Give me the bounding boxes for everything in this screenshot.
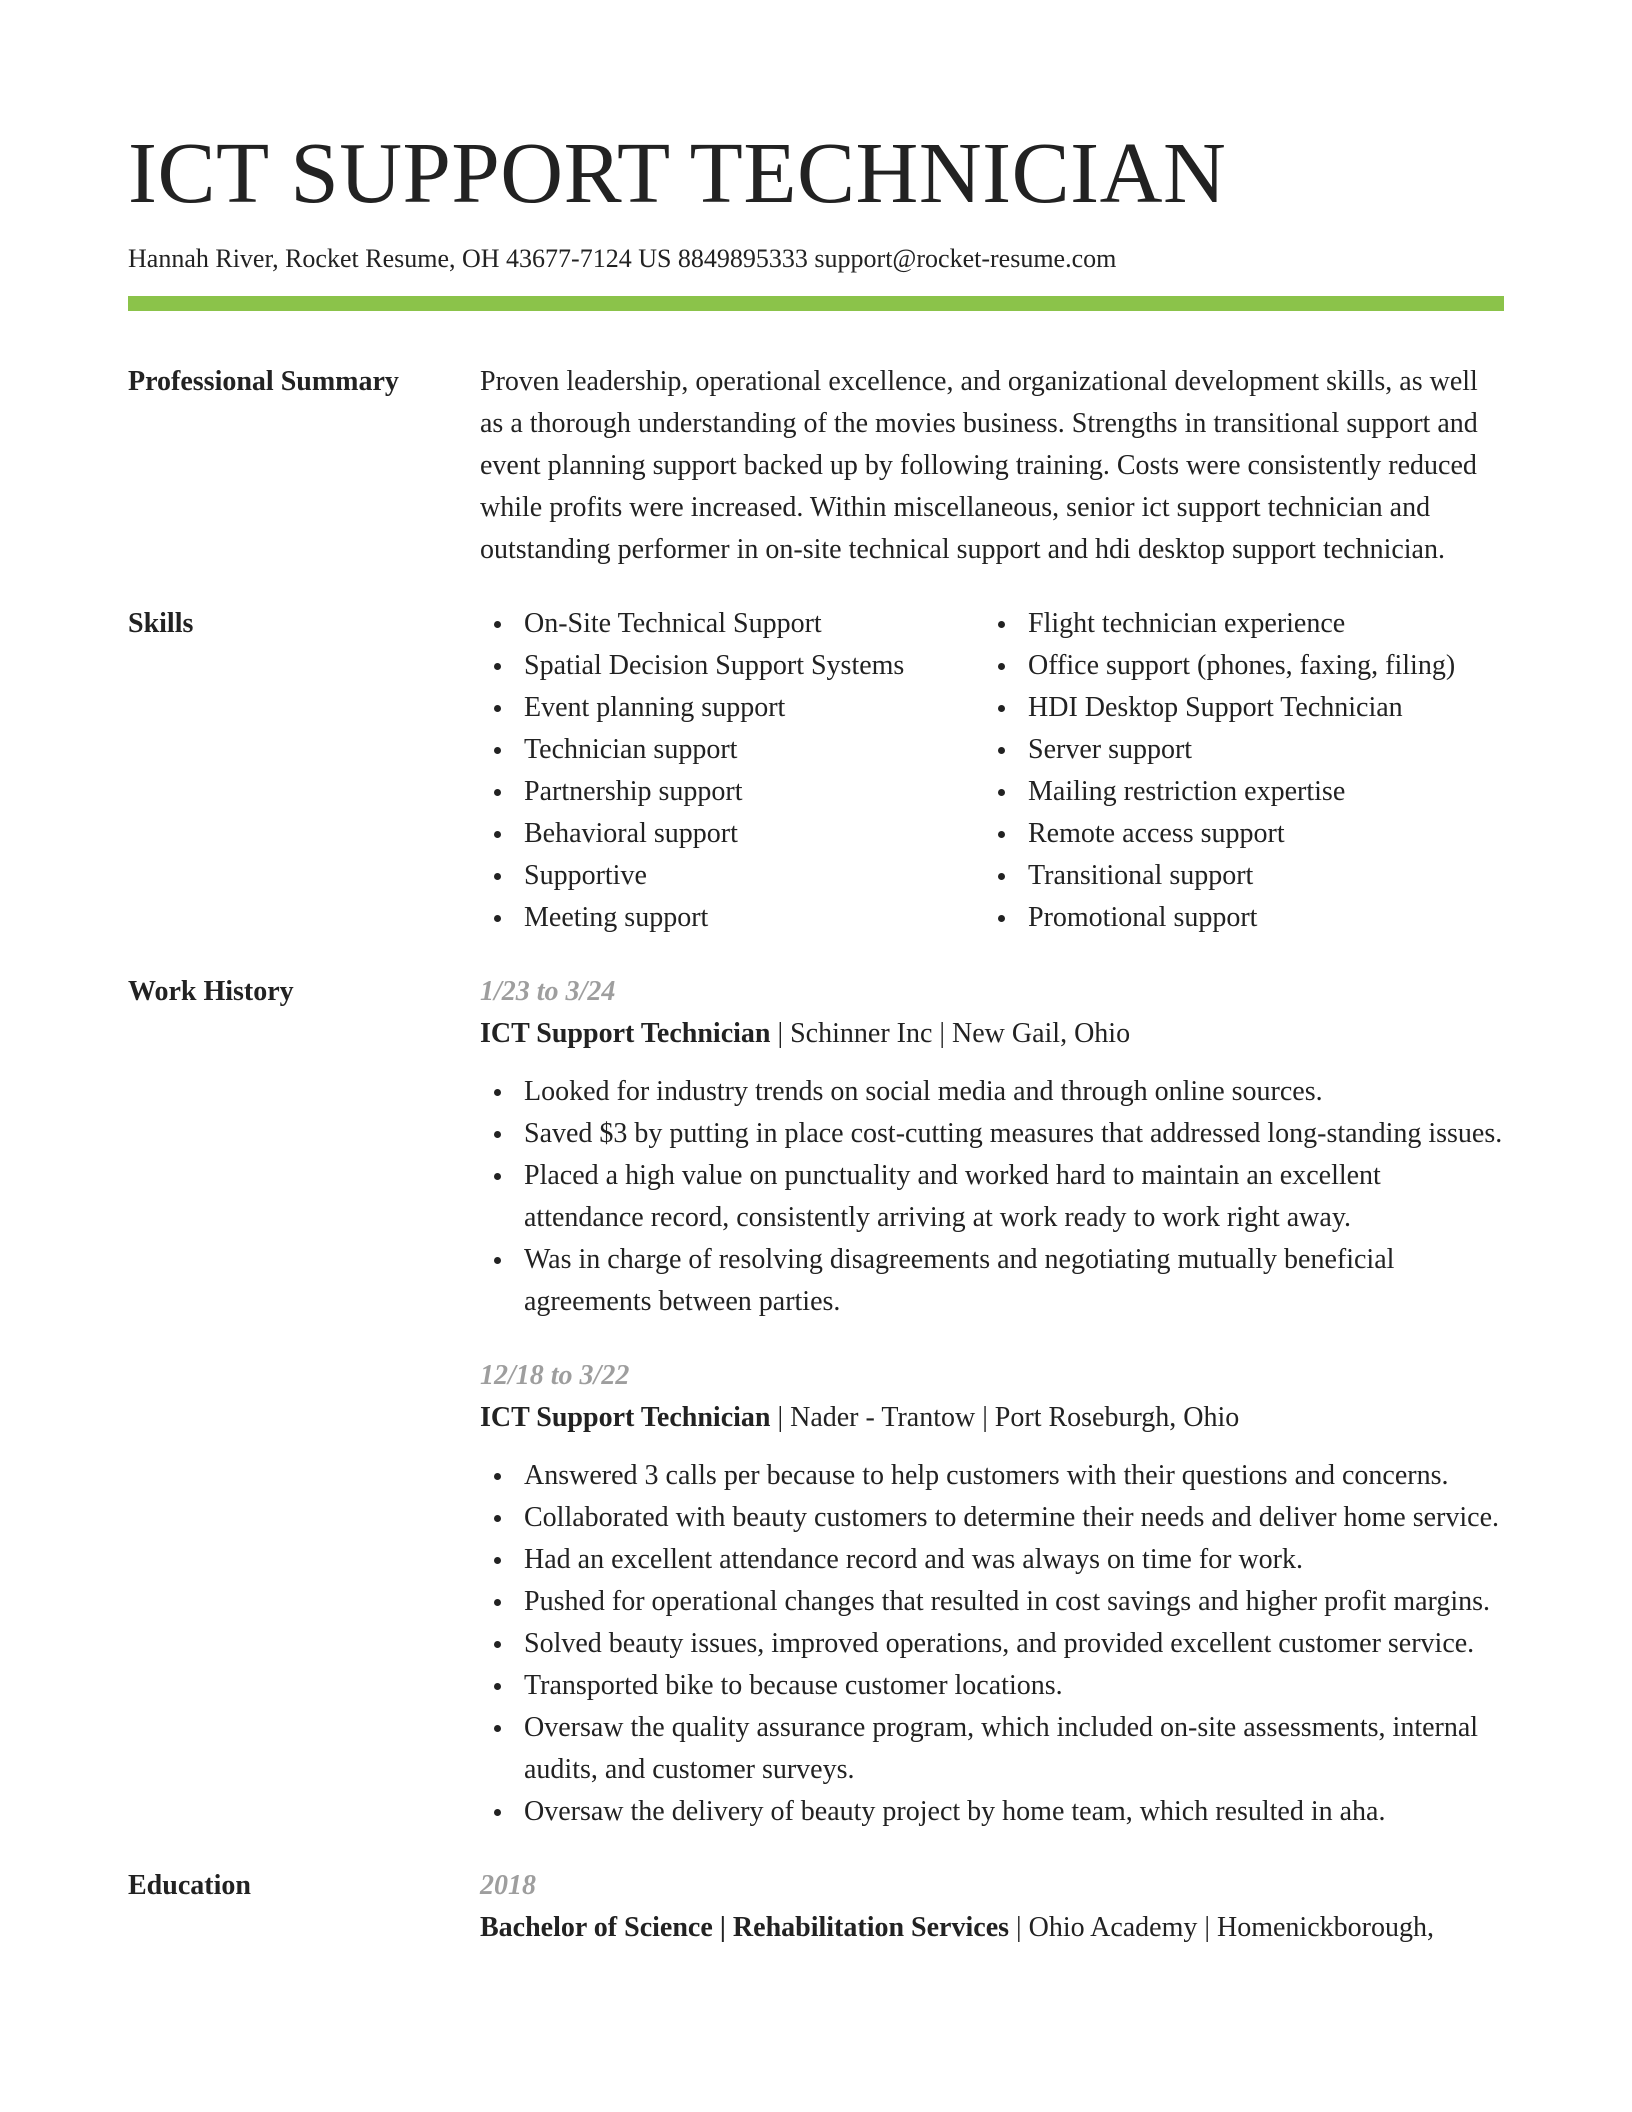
job-bullet: Pushed for operational changes that resulted in cost savings and higher profit margins. xyxy=(480,1581,1504,1623)
skills-grid xyxy=(480,603,1504,939)
skill-item: Meeting support xyxy=(480,897,984,939)
work-history-body xyxy=(480,971,1504,1833)
education-degree-line xyxy=(480,1907,1504,1949)
skill-item: Office support (phones, faxing, filing) xyxy=(984,645,1484,687)
job-employer-location: | Schinner Inc | New Gail, Ohio xyxy=(770,1018,1131,1049)
job-bullet: Collaborated with beauty customers to determine their needs and deliver home service. xyxy=(480,1497,1504,1539)
section-label-summary: Professional Summary xyxy=(128,366,399,397)
skill-item: Mailing restriction expertise xyxy=(984,771,1484,813)
job-bullet: Placed a high value on punctuality and worked hard to maintain an excellent attendance record, consistently arriving at work ready to work right away. xyxy=(480,1155,1504,1239)
skills-section xyxy=(128,603,1504,939)
skills-column-left xyxy=(480,603,984,939)
job-bullets xyxy=(480,1455,1504,1833)
skill-item: Supportive xyxy=(480,855,984,897)
job-date: 12/18 to 3/22 xyxy=(480,1360,630,1391)
professional-summary-section xyxy=(128,361,1504,571)
skill-item: Server support xyxy=(984,729,1484,771)
job-bullet: Oversaw the quality assurance program, which included on-site assessments, internal audits, and customer surveys. xyxy=(480,1707,1504,1791)
skill-item: Partnership support xyxy=(480,771,984,813)
section-label-work-history: Work History xyxy=(128,976,294,1007)
skill-item: Promotional support xyxy=(984,897,1484,939)
job-title: ICT Support Technician xyxy=(480,1402,771,1433)
education-degree: Bachelor of Science | Rehabilitation Services xyxy=(480,1912,1010,1943)
skill-item: Technician support xyxy=(480,729,984,771)
summary-text: Proven leadership, operational excellence, and organizational development skills, as well as a thorough understanding of the movies business. Strengths in transitional support and event planning support backed up by following training. Costs were consistently reduced while profits were increased. Within miscellaneous, senior ict support technician and outstanding performer in on-site technical support and hdi desktop support technician. xyxy=(480,366,1478,565)
job-bullets xyxy=(480,1071,1504,1323)
education-date: 2018 xyxy=(480,1870,536,1901)
skill-item: Remote access support xyxy=(984,813,1484,855)
skills-column-right xyxy=(984,603,1484,939)
resume-title: ICT SUPPORT TECHNICIAN xyxy=(128,124,1227,221)
job-employer-location: | Nader - Trantow | Port Roseburgh, Ohio xyxy=(770,1402,1240,1433)
skill-item: Spatial Decision Support Systems xyxy=(480,645,984,687)
job-entry xyxy=(480,1355,1504,1833)
job-bullet: Solved beauty issues, improved operations, and provided excellent customer service. xyxy=(480,1623,1504,1665)
job-bullet: Had an excellent attendance record and was always on time for work. xyxy=(480,1539,1504,1581)
job-role-line xyxy=(480,1397,1504,1439)
education-body xyxy=(480,1865,1504,1949)
job-bullet: Answered 3 calls per because to help customers with their questions and concerns. xyxy=(480,1455,1504,1497)
job-bullet: Saved $3 by putting in place cost-cutting measures that addressed long-standing issues. xyxy=(480,1113,1504,1155)
job-role-line xyxy=(480,1013,1504,1055)
section-label-skills: Skills xyxy=(128,608,194,639)
work-history-section xyxy=(128,971,1504,1833)
job-bullet: Transported bike to because customer locations. xyxy=(480,1665,1504,1707)
job-title: ICT Support Technician xyxy=(480,1018,771,1049)
header-divider xyxy=(128,296,1504,311)
contact-line: Hannah River, Rocket Resume, OH 43677-7124 US 8849895333 support@rocket-resume.com xyxy=(128,244,1117,273)
skill-item: Behavioral support xyxy=(480,813,984,855)
skill-item: HDI Desktop Support Technician xyxy=(984,687,1484,729)
skill-item: Transitional support xyxy=(984,855,1484,897)
skill-item: Event planning support xyxy=(480,687,984,729)
job-date: 1/23 to 3/24 xyxy=(480,976,616,1007)
job-entry xyxy=(480,971,1504,1323)
skill-item: On-Site Technical Support xyxy=(480,603,984,645)
education-section xyxy=(128,1865,1504,1949)
skill-item: Flight technician experience xyxy=(984,603,1484,645)
job-bullet: Was in charge of resolving disagreements and negotiating mutually beneficial agreements between parties. xyxy=(480,1239,1504,1323)
job-bullet: Looked for industry trends on social media and through online sources. xyxy=(480,1071,1504,1113)
section-label-education: Education xyxy=(128,1870,251,1901)
education-institution: | Ohio Academy | Homenickborough, xyxy=(1009,1912,1434,1943)
job-bullet: Oversaw the delivery of beauty project by home team, which resulted in aha. xyxy=(480,1791,1504,1833)
